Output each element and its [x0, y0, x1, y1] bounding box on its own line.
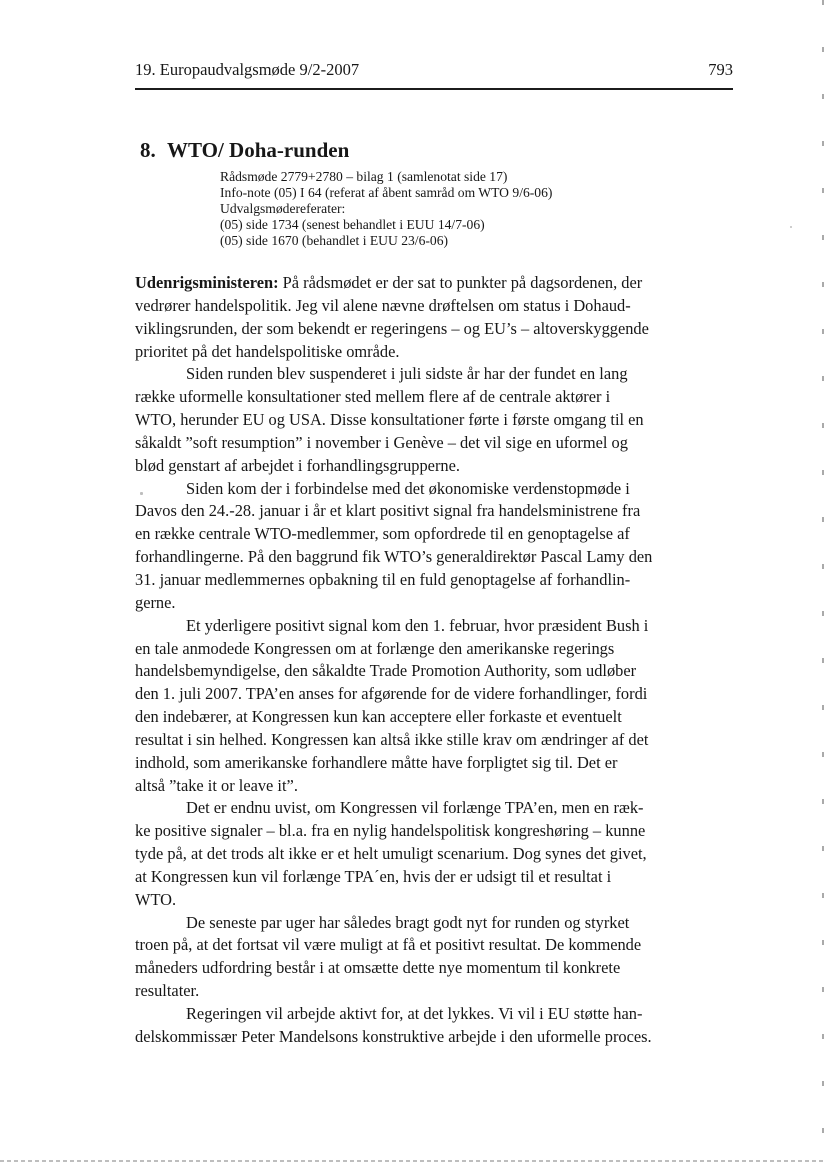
reference-line: (05) side 1670 (behandlet i EUU 23/6-06) — [220, 233, 449, 249]
text-line: viklingsrunden, der som bekendt er regeringens – og EU’s – altoverskyggende — [135, 318, 649, 338]
header-divider — [135, 88, 733, 90]
header-meeting-title: 19. Europaudvalgsmøde 9/2-2007 — [135, 60, 360, 79]
text-line: Udenrigsministeren: På rådsmødet er der sat to punkter på dagsordenen, der — [135, 273, 643, 292]
text-line: måneders udfordring består i at omsætte dette nye momentum til konkrete — [135, 958, 621, 978]
text-line: WTO. — [135, 889, 177, 909]
text-line: en række centrale WTO-medlemmer, som opfordrede til en genoptagelse af — [135, 524, 630, 544]
reference-line: Udvalgsmødereferater: — [220, 201, 346, 217]
text-line: forhandlingerne. På den baggrund fik WTO’s generaldirektør Pascal Lamy den — [135, 547, 653, 567]
section-number: 8. — [140, 138, 156, 162]
text-line: resultat i sin helhed. Kongressen kan altså ikke stille krav om ændringer af det — [135, 729, 649, 749]
scan-artifact-speck — [316, 442, 319, 445]
reference-list — [220, 169, 552, 249]
text-line: en tale anmodede Kongressen om at forlænge den amerikanske regerings — [135, 638, 615, 658]
paragraph — [135, 478, 733, 615]
reference-line: (05) side 1734 (senest behandlet i EUU 14/7-06) — [220, 217, 485, 233]
scan-artifact-speck — [140, 492, 143, 495]
paragraph — [135, 272, 733, 363]
text-line: 31. januar medlemmernes opbakning til en fuld genoptagelse af forhandlin- — [135, 569, 631, 589]
text-line: Det er endnu uvist, om Kongressen vil forlænge TPA’en, men en ræk- — [186, 798, 644, 818]
paragraph — [135, 797, 733, 911]
text-line: indhold, som amerikanske forhandlere måtte have forpligtet sig til. Det er — [135, 752, 618, 772]
text-line: række uformelle konsultationer sted mellem flere af de centrale aktører i — [135, 387, 611, 407]
text-line: Regeringen vil arbejde aktivt for, at det lykkes. Vi vil i EU støtte han- — [186, 1004, 643, 1023]
text-line: prioritet på det handelspolitiske område. — [135, 341, 400, 361]
text-line: resultater. — [135, 981, 200, 1001]
text-line: den 1. juli 2007. TPA’en anses for afgørende for de videre forhandlinger, fordi — [135, 684, 648, 704]
text-line: De seneste par uger har således bragt godt nyt for runden og styrket — [186, 912, 630, 932]
text-line: troen på, at det fortsat vil være muligt at få et positivt resultat. De kommende — [135, 935, 642, 955]
paragraph — [135, 1003, 733, 1049]
text-line: Siden kom der i forbindelse med det økonomiske verdenstopmøde i — [186, 478, 630, 498]
text-line: handelsbemyndigelse, den såkaldte Trade Promotion Authority, som udløber — [135, 661, 637, 681]
section-title: WTO/ Doha-runden — [167, 138, 350, 162]
scan-artifact-bottom-edge — [0, 1160, 825, 1162]
body-text — [135, 272, 733, 1049]
text-line: gerne. — [135, 592, 176, 612]
text-line: Davos den 24.-28. januar i år et klart positivt signal fra handelsministrene fra — [135, 501, 641, 521]
paragraph — [135, 912, 733, 1003]
section-heading — [140, 137, 349, 163]
paragraph — [135, 615, 733, 798]
text-line: ke positive signaler – bl.a. fra en nylig handelspolitisk kongreshøring – kunne — [135, 821, 646, 841]
scan-artifact-right-edge — [822, 0, 824, 1167]
text-line: Siden runden blev suspenderet i juli sidste år har der fundet en lang — [186, 364, 628, 384]
text-line: tyde på, at det trods alt ikke er et helt umuligt scenarium. Dog synes det givet, — [135, 844, 647, 864]
scan-artifact-speck — [790, 226, 792, 228]
speaker-name: Udenrigsministeren: — [135, 273, 279, 292]
text-line: blød genstart af arbejdet i forhandlingsgrupperne. — [135, 455, 460, 475]
text-line: at Kongressen kun vil forlænge TPA´en, hvis der er udsigt til et resultat i — [135, 866, 612, 886]
reference-line: Info-note (05) I 64 (referat af åbent samråd om WTO 9/6-06) — [220, 185, 553, 201]
text-line: delskommissær Peter Mandelsons konstruktive arbejde i den uformelle proces. — [135, 1026, 652, 1046]
header-page-number: 793 — [708, 60, 733, 79]
text-line: WTO, herunder EU og USA. Disse konsultationer førte i første omgang til en — [135, 410, 644, 430]
text-line: såkaldt ”soft resumption” i november i Genève – det vil sige en uformel og — [135, 432, 628, 452]
text-line: vedrører handelspolitik. Jeg vil alene nævne drøftelsen om status i Dohaud- — [135, 295, 631, 315]
paragraph — [135, 363, 733, 477]
page-header — [135, 59, 733, 80]
text-line: Et yderligere positivt signal kom den 1. februar, hvor præsident Bush i — [186, 615, 649, 635]
reference-line: Rådsmøde 2779+2780 – bilag 1 (samlenotat side 17) — [220, 169, 508, 184]
text-line: den indebærer, at Kongressen kun kan acceptere eller forkaste et eventuelt — [135, 707, 622, 727]
text-line: altså ”take it or leave it”. — [135, 775, 298, 795]
